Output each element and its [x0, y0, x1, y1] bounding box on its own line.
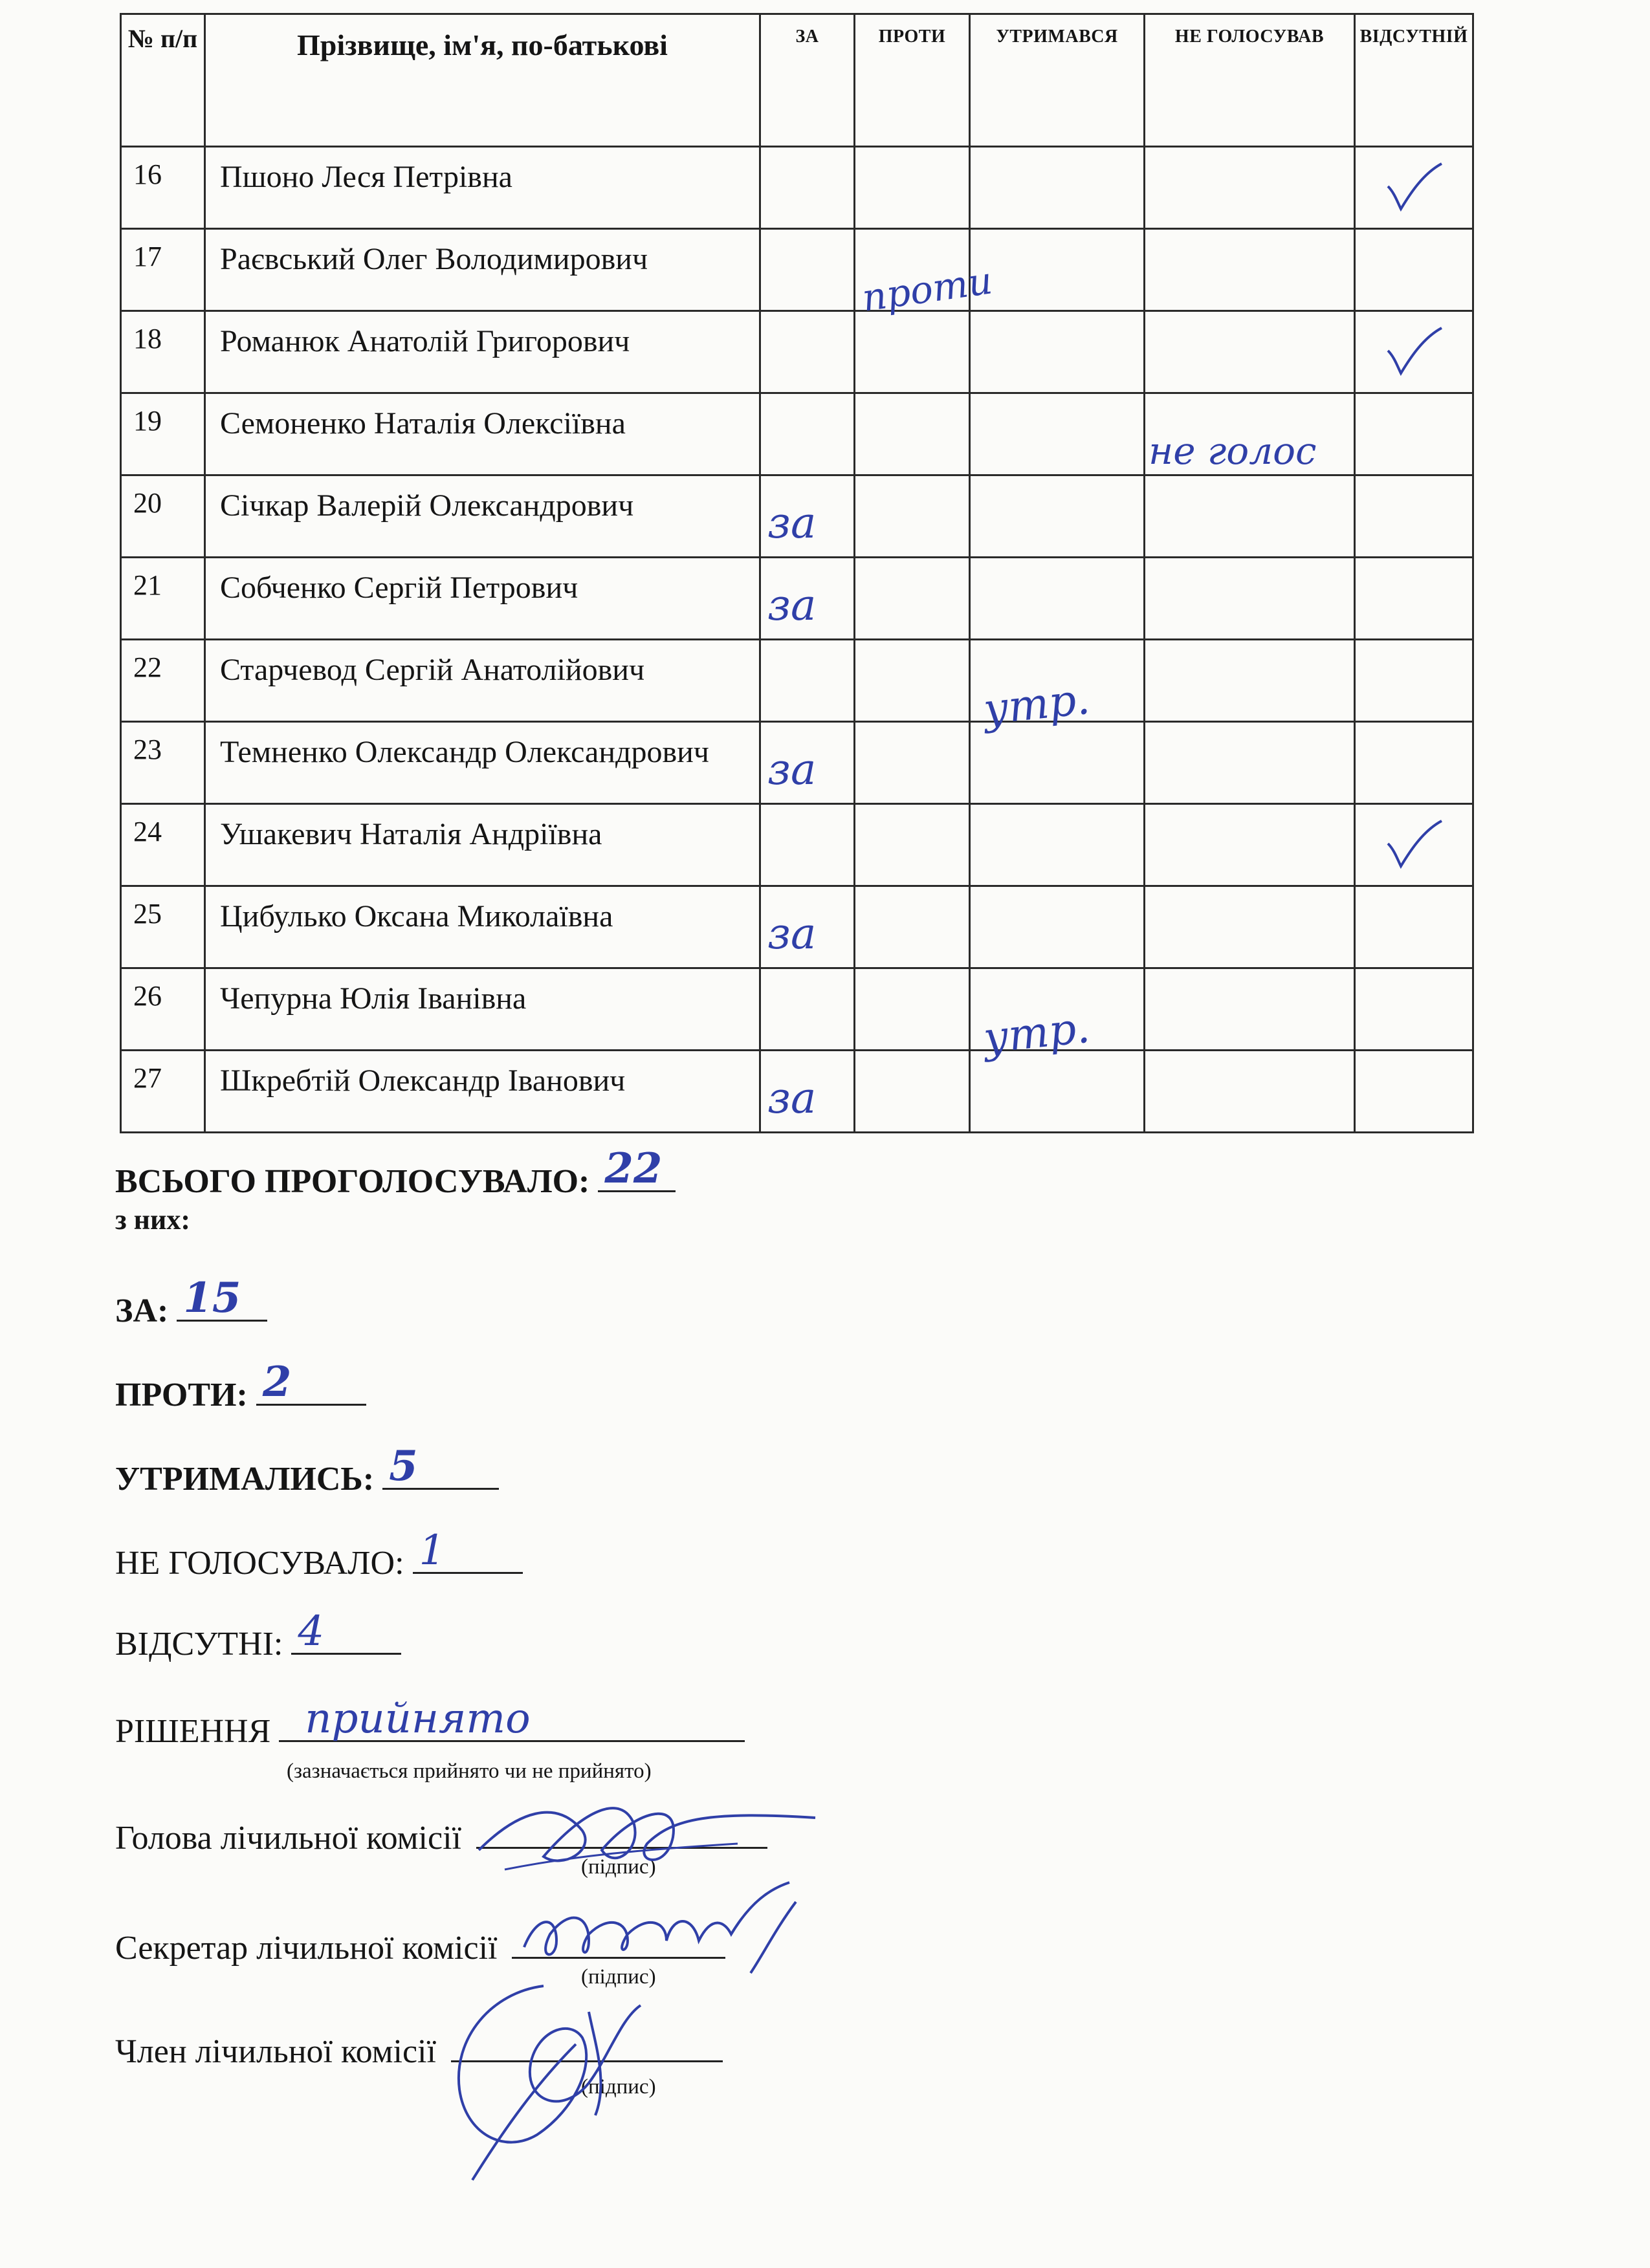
cell-za [760, 311, 855, 393]
cell-vidsutnii [1355, 475, 1473, 558]
cell-utrymavsia [970, 886, 1145, 968]
summary-za-blank [177, 1274, 267, 1322]
rishennia-caption: (зазначається прийнято чи не прийнято) [287, 1760, 652, 1783]
table-row [121, 968, 1473, 1051]
cell-vidsutnii [1355, 886, 1473, 968]
sign-holova-label: Голова лічильної комісії [115, 1820, 461, 1857]
summary-proty-label: ПРОТИ: [115, 1377, 248, 1413]
summary-utrymalys-value: 5 [389, 1442, 418, 1490]
summary-rishennia [115, 1695, 745, 1750]
summary-rishennia-value: прийнято [305, 1695, 531, 1743]
table-row [121, 804, 1473, 886]
cell-ne-holosuvav [1145, 147, 1355, 229]
cell-ne-holosuvav [1145, 558, 1355, 640]
cell-utrymavsia [970, 1051, 1145, 1133]
cell-za [760, 229, 855, 311]
handwritten-mark: не голос [1149, 429, 1317, 473]
row-name: Січкар Валерій Олександрович [205, 475, 760, 558]
summary-ne-holosuvalo-label: НЕ ГОЛОСУВАЛО: [115, 1545, 404, 1582]
cell-utrymavsia [970, 147, 1145, 229]
row-num: 23 [121, 722, 205, 804]
handwritten-mark: утр. [981, 1002, 1092, 1063]
handwritten-mark: за [767, 498, 817, 548]
vote-table-body [121, 147, 1473, 1133]
cell-proty [855, 475, 970, 558]
cell-ne-holosuvav [1145, 393, 1355, 475]
cell-utrymavsia [970, 393, 1145, 475]
cell-za [760, 558, 855, 640]
cell-proty [855, 968, 970, 1051]
cell-za [760, 147, 855, 229]
header-ne-holosuvav: НЕ ГОЛОСУВАВ [1145, 14, 1355, 147]
cell-vidsutnii [1355, 968, 1473, 1051]
cell-utrymavsia [970, 311, 1145, 393]
summary-total-label: ВСЬОГО ПРОГОЛОСУВАЛО: [115, 1163, 590, 1200]
checkmark-icon [1385, 325, 1443, 376]
handwritten-mark: за [767, 580, 817, 630]
summary-total [115, 1144, 676, 1201]
cell-ne-holosuvav [1145, 640, 1355, 722]
header-name: Прізвище, ім'я, по-батькові [205, 14, 760, 147]
cell-utrymavsia [970, 558, 1145, 640]
cell-ne-holosuvav [1145, 722, 1355, 804]
cell-za [760, 475, 855, 558]
summary-vidsutni-blank [291, 1608, 401, 1655]
header-utrymavsia: УТРИМАВСЯ [970, 14, 1145, 147]
table-row [121, 393, 1473, 475]
cell-ne-holosuvav [1145, 229, 1355, 311]
cell-utrymavsia [970, 229, 1145, 311]
table-row [121, 1051, 1473, 1133]
table-header-row [121, 14, 1473, 147]
row-num: 18 [121, 311, 205, 393]
summary-proty [115, 1358, 366, 1414]
cell-vidsutnii [1355, 804, 1473, 886]
cell-utrymavsia [970, 722, 1145, 804]
header-vidsutnii: ВІДСУТНІЙ [1355, 14, 1473, 147]
cell-proty [855, 722, 970, 804]
summary-za [115, 1274, 267, 1330]
handwritten-mark: за [767, 745, 817, 794]
cell-proty [855, 147, 970, 229]
row-name: Темненко Олександр Олександрович [205, 722, 760, 804]
cell-utrymavsia [970, 968, 1145, 1063]
row-name: Цибулько Оксана Миколаївна [205, 886, 760, 968]
summary-rishennia-label: РІШЕННЯ [115, 1713, 271, 1750]
table-row [121, 311, 1473, 393]
header-num: № п/п [121, 14, 205, 147]
cell-vidsutnii [1355, 147, 1473, 229]
cell-proty [855, 804, 970, 886]
row-num: 21 [121, 558, 205, 640]
cell-ne-holosuvav [1145, 1051, 1355, 1133]
row-name: Семоненко Наталія Олексіївна [205, 393, 760, 475]
cell-proty [855, 886, 970, 968]
vote-table [120, 13, 1474, 1133]
cell-vidsutnii [1355, 558, 1473, 640]
cell-proty [855, 1051, 970, 1133]
cell-vidsutnii [1355, 640, 1473, 722]
summary-za-label: ЗА: [115, 1292, 169, 1329]
summary-rishennia-blank [279, 1695, 745, 1743]
cell-za [760, 640, 855, 722]
summary-vidsutni [115, 1608, 401, 1663]
row-num: 24 [121, 804, 205, 886]
row-name: Чепурна Юлія Іванівна [205, 968, 760, 1051]
cell-utrymavsia [970, 640, 1145, 735]
cell-utrymavsia [970, 475, 1145, 558]
summary-proty-blank [256, 1358, 366, 1406]
signature-holova [466, 1772, 828, 1889]
summary-total-blank [598, 1144, 676, 1193]
table-row [121, 722, 1473, 804]
summary-utrymalys-label: УТРИМАЛИСЬ: [115, 1461, 375, 1498]
handwritten-mark: за [767, 909, 817, 959]
summary-za-value: 15 [183, 1274, 241, 1322]
cell-ne-holosuvav [1145, 968, 1355, 1051]
cell-proty [855, 311, 970, 393]
cell-za [760, 968, 855, 1051]
vote-table-container [120, 13, 1472, 1133]
handwritten-mark: за [767, 1073, 817, 1123]
sign-holova-caption: (підпис) [581, 1855, 656, 1879]
row-num: 22 [121, 640, 205, 722]
cell-vidsutnii [1355, 393, 1473, 475]
sign-sekretar-label: Секретар лічильної комісії [115, 1930, 498, 1967]
signature-chlen [427, 1967, 699, 2186]
cell-proty [855, 558, 970, 640]
summary-vidsutni-value: 4 [298, 1608, 325, 1655]
summary-ne-holosuvalo [115, 1527, 523, 1582]
summary-utrymalys [115, 1442, 499, 1498]
cell-proty [855, 640, 970, 722]
summary-proty-value: 2 [262, 1358, 292, 1406]
cell-utrymavsia [970, 804, 1145, 886]
sign-sekretar-caption: (підпис) [581, 1965, 656, 1989]
checkmark-icon [1385, 160, 1443, 212]
cell-ne-holosuvav [1145, 804, 1355, 886]
row-num: 25 [121, 886, 205, 968]
row-num: 27 [121, 1051, 205, 1133]
sign-chlen-label: Член лічильної комісії [115, 2033, 436, 2070]
row-name: Раєвський Олег Володимирович [205, 229, 760, 311]
summary-vidsutni-label: ВІДСУТНІ: [115, 1626, 283, 1663]
table-row [121, 558, 1473, 640]
header-proty: ПРОТИ [855, 14, 970, 147]
cell-ne-holosuvav [1145, 886, 1355, 968]
summary-ne-holosuvalo-blank [413, 1527, 523, 1575]
cell-za [760, 1051, 855, 1133]
row-num: 19 [121, 393, 205, 475]
row-name: Собченко Сергій Петрович [205, 558, 760, 640]
header-za: ЗА [760, 14, 855, 147]
cell-vidsutnii [1355, 1051, 1473, 1133]
cell-proty [855, 229, 995, 320]
row-num: 17 [121, 229, 205, 311]
row-num: 26 [121, 968, 205, 1051]
row-num: 20 [121, 475, 205, 558]
table-row [121, 147, 1473, 229]
cell-za [760, 393, 855, 475]
checkmark-icon [1385, 818, 1443, 869]
handwritten-mark: утр. [981, 673, 1092, 735]
row-num: 16 [121, 147, 205, 229]
summary-ne-holosuvalo-value: 1 [419, 1527, 446, 1575]
table-row [121, 229, 1473, 311]
sign-chlen-caption: (підпис) [581, 2075, 656, 2099]
row-name: Ушакевич Наталія Андріївна [205, 804, 760, 886]
table-row [121, 640, 1473, 722]
cell-ne-holosuvav [1145, 311, 1355, 393]
cell-za [760, 722, 855, 804]
table-row [121, 886, 1473, 968]
cell-za [760, 886, 855, 968]
summary-utrymalys-blank [382, 1442, 499, 1490]
cell-ne-holosuvav [1145, 475, 1355, 558]
table-row [121, 475, 1473, 558]
cell-za [760, 804, 855, 886]
row-name: Пшоно Леся Петрівна [205, 147, 760, 229]
handwritten-mark: проти [859, 258, 995, 320]
cell-vidsutnii [1355, 722, 1473, 804]
cell-vidsutnii [1355, 229, 1473, 311]
cell-proty [855, 393, 970, 475]
row-name: Шкребтій Олександр Іванович [205, 1051, 760, 1133]
cell-vidsutnii [1355, 311, 1473, 393]
row-name: Старчевод Сергій Анатолійович [205, 640, 760, 722]
summary-total-value: 22 [604, 1144, 663, 1193]
row-name: Романюк Анатолій Григорович [205, 311, 760, 393]
summary-of-them: з них: [115, 1204, 191, 1236]
